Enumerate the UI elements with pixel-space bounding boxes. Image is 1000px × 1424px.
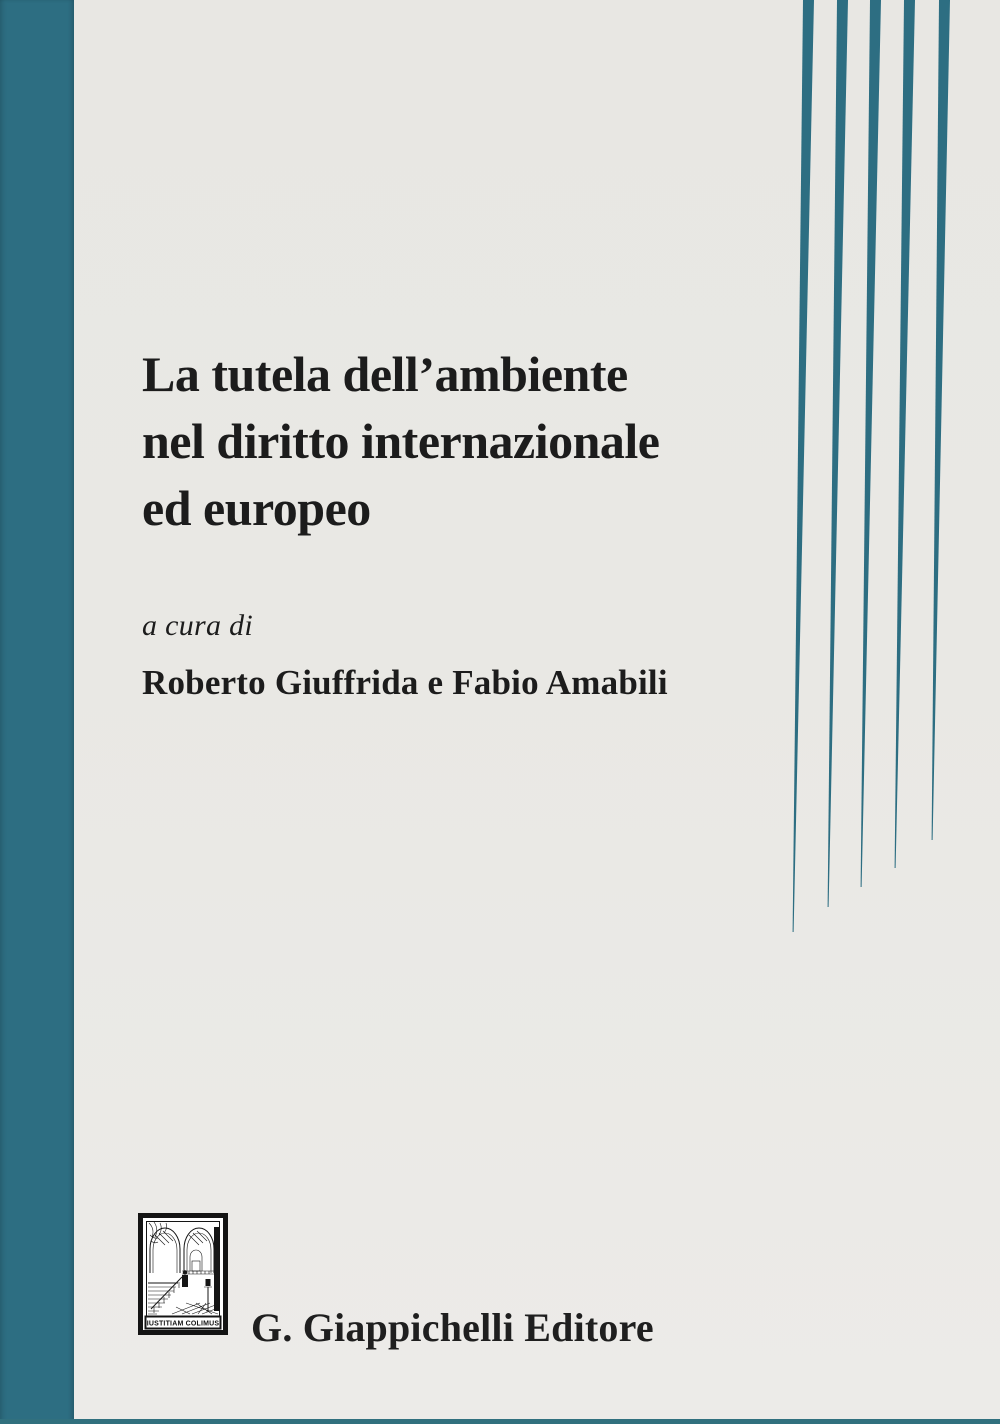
publisher-row <box>138 1213 654 1350</box>
teal-stripe <box>932 0 950 840</box>
teal-stripe <box>793 0 814 932</box>
publisher-name: G. Giappichelli Editore <box>251 1305 654 1350</box>
book-title-line-3: ed europeo <box>142 480 371 536</box>
publisher-logo-icon <box>138 1213 228 1335</box>
teal-stripe <box>828 0 848 907</box>
logo-motto: IUSTITIAM COLIMUS <box>146 1320 220 1328</box>
book-title-line-1: La tutela dell’ambiente <box>142 346 628 402</box>
bottom-scan-edge <box>0 1419 1000 1424</box>
edited-by-label: a cura di <box>142 609 254 642</box>
book-title-line-2: nel diritto internazionale <box>142 413 660 469</box>
teal-stripe <box>861 0 881 887</box>
editors-names: Roberto Giuffrida e Fabio Amabili <box>142 663 668 702</box>
editors-block <box>142 608 668 703</box>
title-block <box>142 341 660 542</box>
teal-stripe <box>895 0 915 868</box>
